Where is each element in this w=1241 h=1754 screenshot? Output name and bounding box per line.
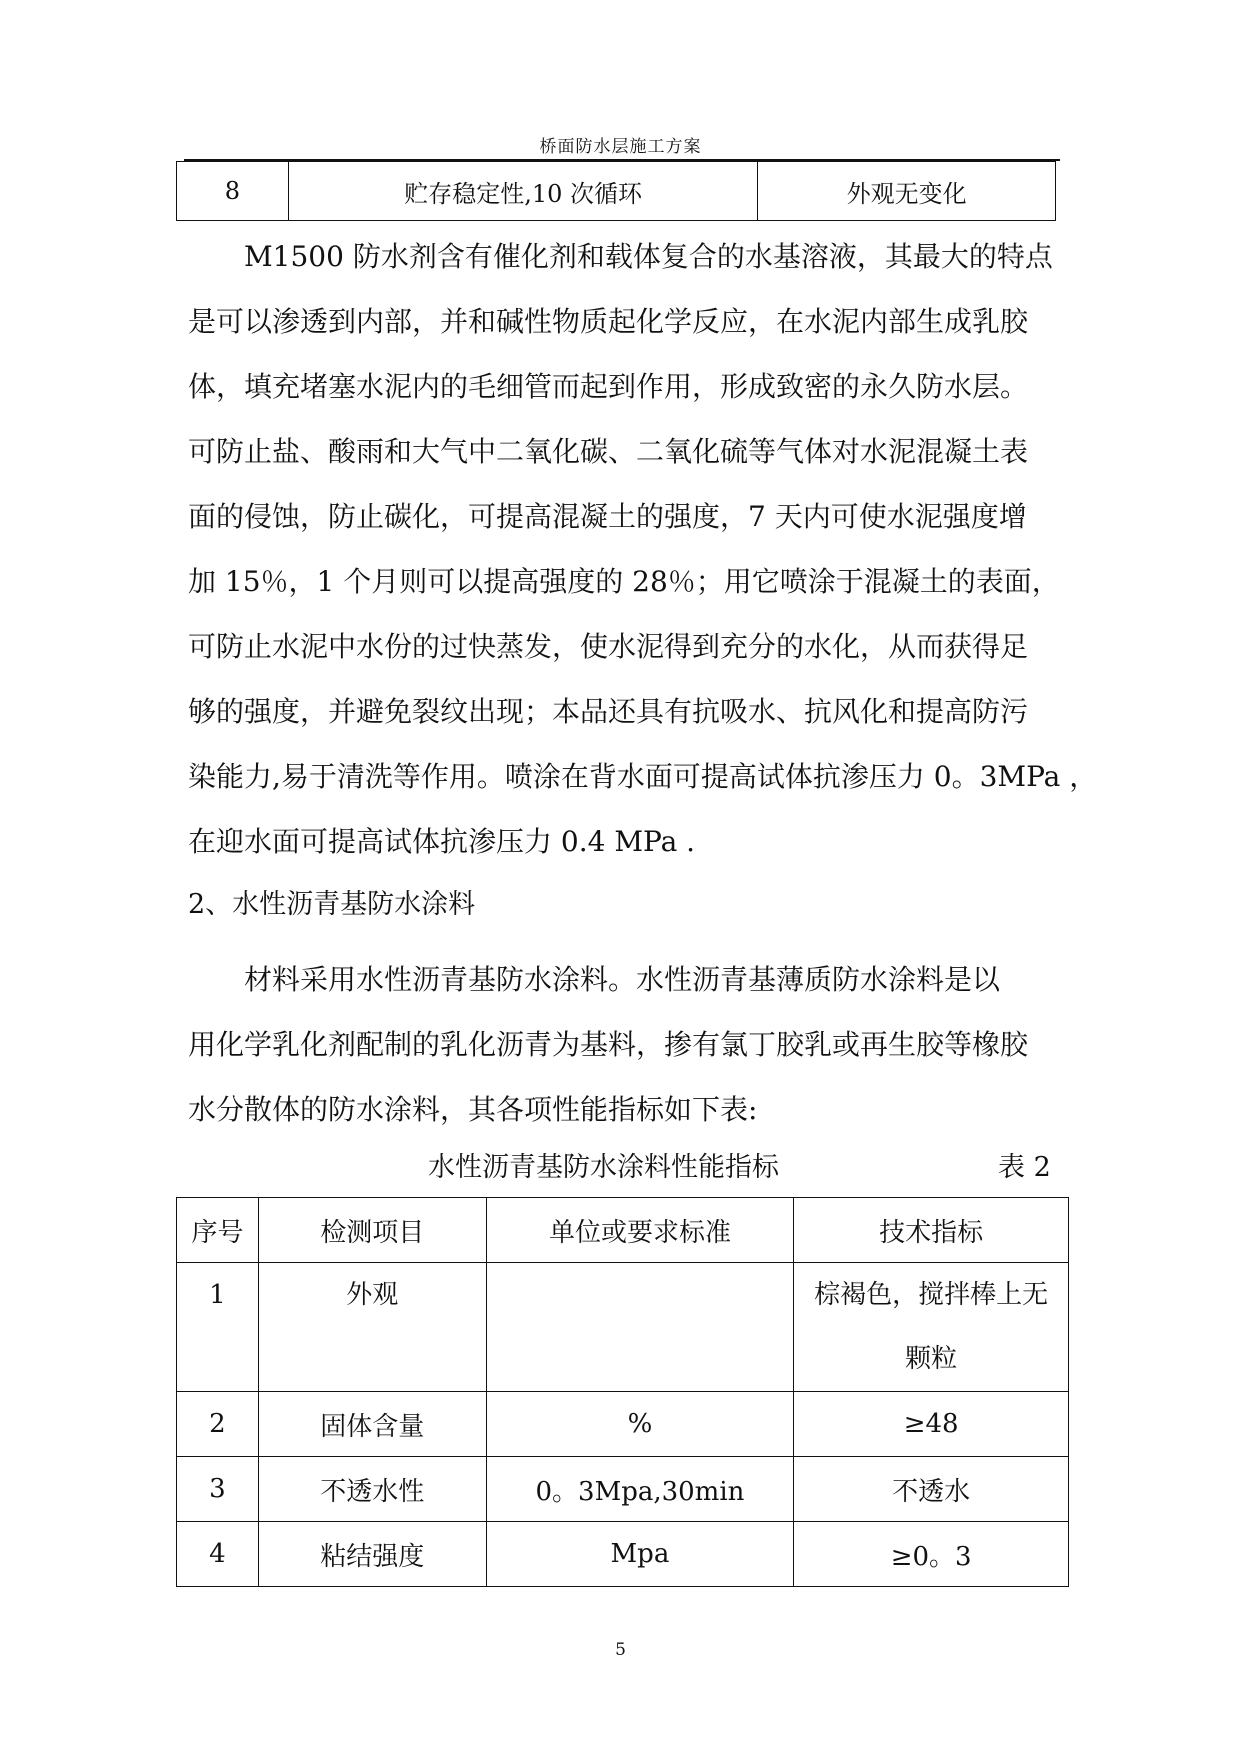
paragraph-line: 材料采用水性沥青基防水涂料。水性沥青基薄质防水涂料是以 xyxy=(244,963,1001,996)
section-heading: 2、水性沥青基防水涂料 xyxy=(188,889,476,920)
table-cell-standard xyxy=(486,1263,794,1392)
paragraph-line: 可防止水泥中水份的过快蒸发，使水泥得到充分的水化，从而获得足 xyxy=(188,630,1029,663)
table-cell-value: 不透水 xyxy=(794,1457,1069,1522)
cell-line: 颗粒 xyxy=(905,1344,958,1374)
table-cell-item: 不透水性 xyxy=(258,1457,486,1522)
table-cell-standard: % xyxy=(486,1392,794,1457)
table-cell-standard: 0。3Mpa,30min xyxy=(486,1457,794,1522)
spec-table-continued xyxy=(176,161,1056,221)
table-cell-value: ≥0。3 xyxy=(794,1522,1069,1587)
table-row xyxy=(177,1522,1069,1587)
table-cell-item: 粘结强度 xyxy=(258,1522,486,1587)
table-cell-no: 1 xyxy=(177,1263,259,1392)
paragraph-line: 体，填充堵塞水泥内的毛细管而起到作用，形成致密的永久防水层。 xyxy=(188,370,1029,403)
table-cell-standard: Mpa xyxy=(486,1522,794,1587)
table-cell-item: 外观 xyxy=(258,1263,486,1392)
table-cell-value: ≥48 xyxy=(794,1392,1069,1457)
column-header: 序号 xyxy=(177,1198,259,1263)
table-cell-result: 外观无变化 xyxy=(758,162,1056,221)
paragraph-line: M1500 防水剂含有催化剂和载体复合的水基溶液，其最大的特点 xyxy=(244,240,1053,273)
paragraph-line: 面的侵蚀，防止碳化，可提高混凝土的强度，7 天内可使水泥强度增 xyxy=(188,500,1027,533)
paragraph-line: 用化学乳化剂配制的乳化沥青为基料，掺有氯丁胶乳或再生胶等橡胶 xyxy=(188,1028,1029,1061)
column-header: 检测项目 xyxy=(258,1198,486,1263)
paragraph-line: 水分散体的防水涂料，其各项性能指标如下表: xyxy=(188,1093,758,1126)
paragraph-asphalt-coating xyxy=(188,947,1068,1142)
paragraph-line: 加 15％，1 个月则可以提高强度的 28％；用它喷涂于混凝土的表面， xyxy=(188,565,1060,598)
table-row xyxy=(177,1392,1069,1457)
paragraph-m1500 xyxy=(188,224,1098,874)
column-header: 单位或要求标准 xyxy=(486,1198,794,1263)
table-row xyxy=(177,162,1056,221)
table-cell-no: 8 xyxy=(177,162,289,221)
table-cell-no: 3 xyxy=(177,1457,259,1522)
paragraph-line: 在迎水面可提高试体抗渗压力 0.4 MPa . xyxy=(188,825,696,858)
performance-table xyxy=(176,1197,1069,1587)
running-header-title: 桥面防水层施工方案 xyxy=(539,137,702,157)
paragraph-line: 是可以渗透到内部，并和碱性物质起化学反应，在水泥内部生成乳胶 xyxy=(188,305,1029,338)
column-header: 技术指标 xyxy=(794,1198,1069,1263)
table-row xyxy=(177,1263,1069,1392)
table-header-row xyxy=(177,1198,1069,1263)
table-number: 表 2 xyxy=(998,1152,1051,1183)
table-cell-no: 4 xyxy=(177,1522,259,1587)
paragraph-line: 够的强度，并避免裂纹出现；本品还具有抗吸水、抗风化和提高防污 xyxy=(188,695,1029,728)
table-cell-value xyxy=(794,1263,1069,1392)
table-cell-item: 贮存稳定性,10 次循环 xyxy=(288,162,757,221)
table-row xyxy=(177,1457,1069,1522)
table-cell-no: 2 xyxy=(177,1392,259,1457)
table-caption: 水性沥青基防水涂料性能指标 xyxy=(428,1152,779,1183)
cell-line: 棕褐色，搅拌棒上无 xyxy=(814,1280,1049,1310)
page-number: 5 xyxy=(615,1640,626,1660)
paragraph-line: 染能力,易于清洗等作用。喷涂在背水面可提高试体抗渗压力 0。3MPa ， xyxy=(188,760,1098,793)
paragraph-line: 可防止盐、酸雨和大气中二氧化碳、二氧化硫等气体对水泥混凝土表 xyxy=(188,435,1029,468)
table-cell-item: 固体含量 xyxy=(258,1392,486,1457)
